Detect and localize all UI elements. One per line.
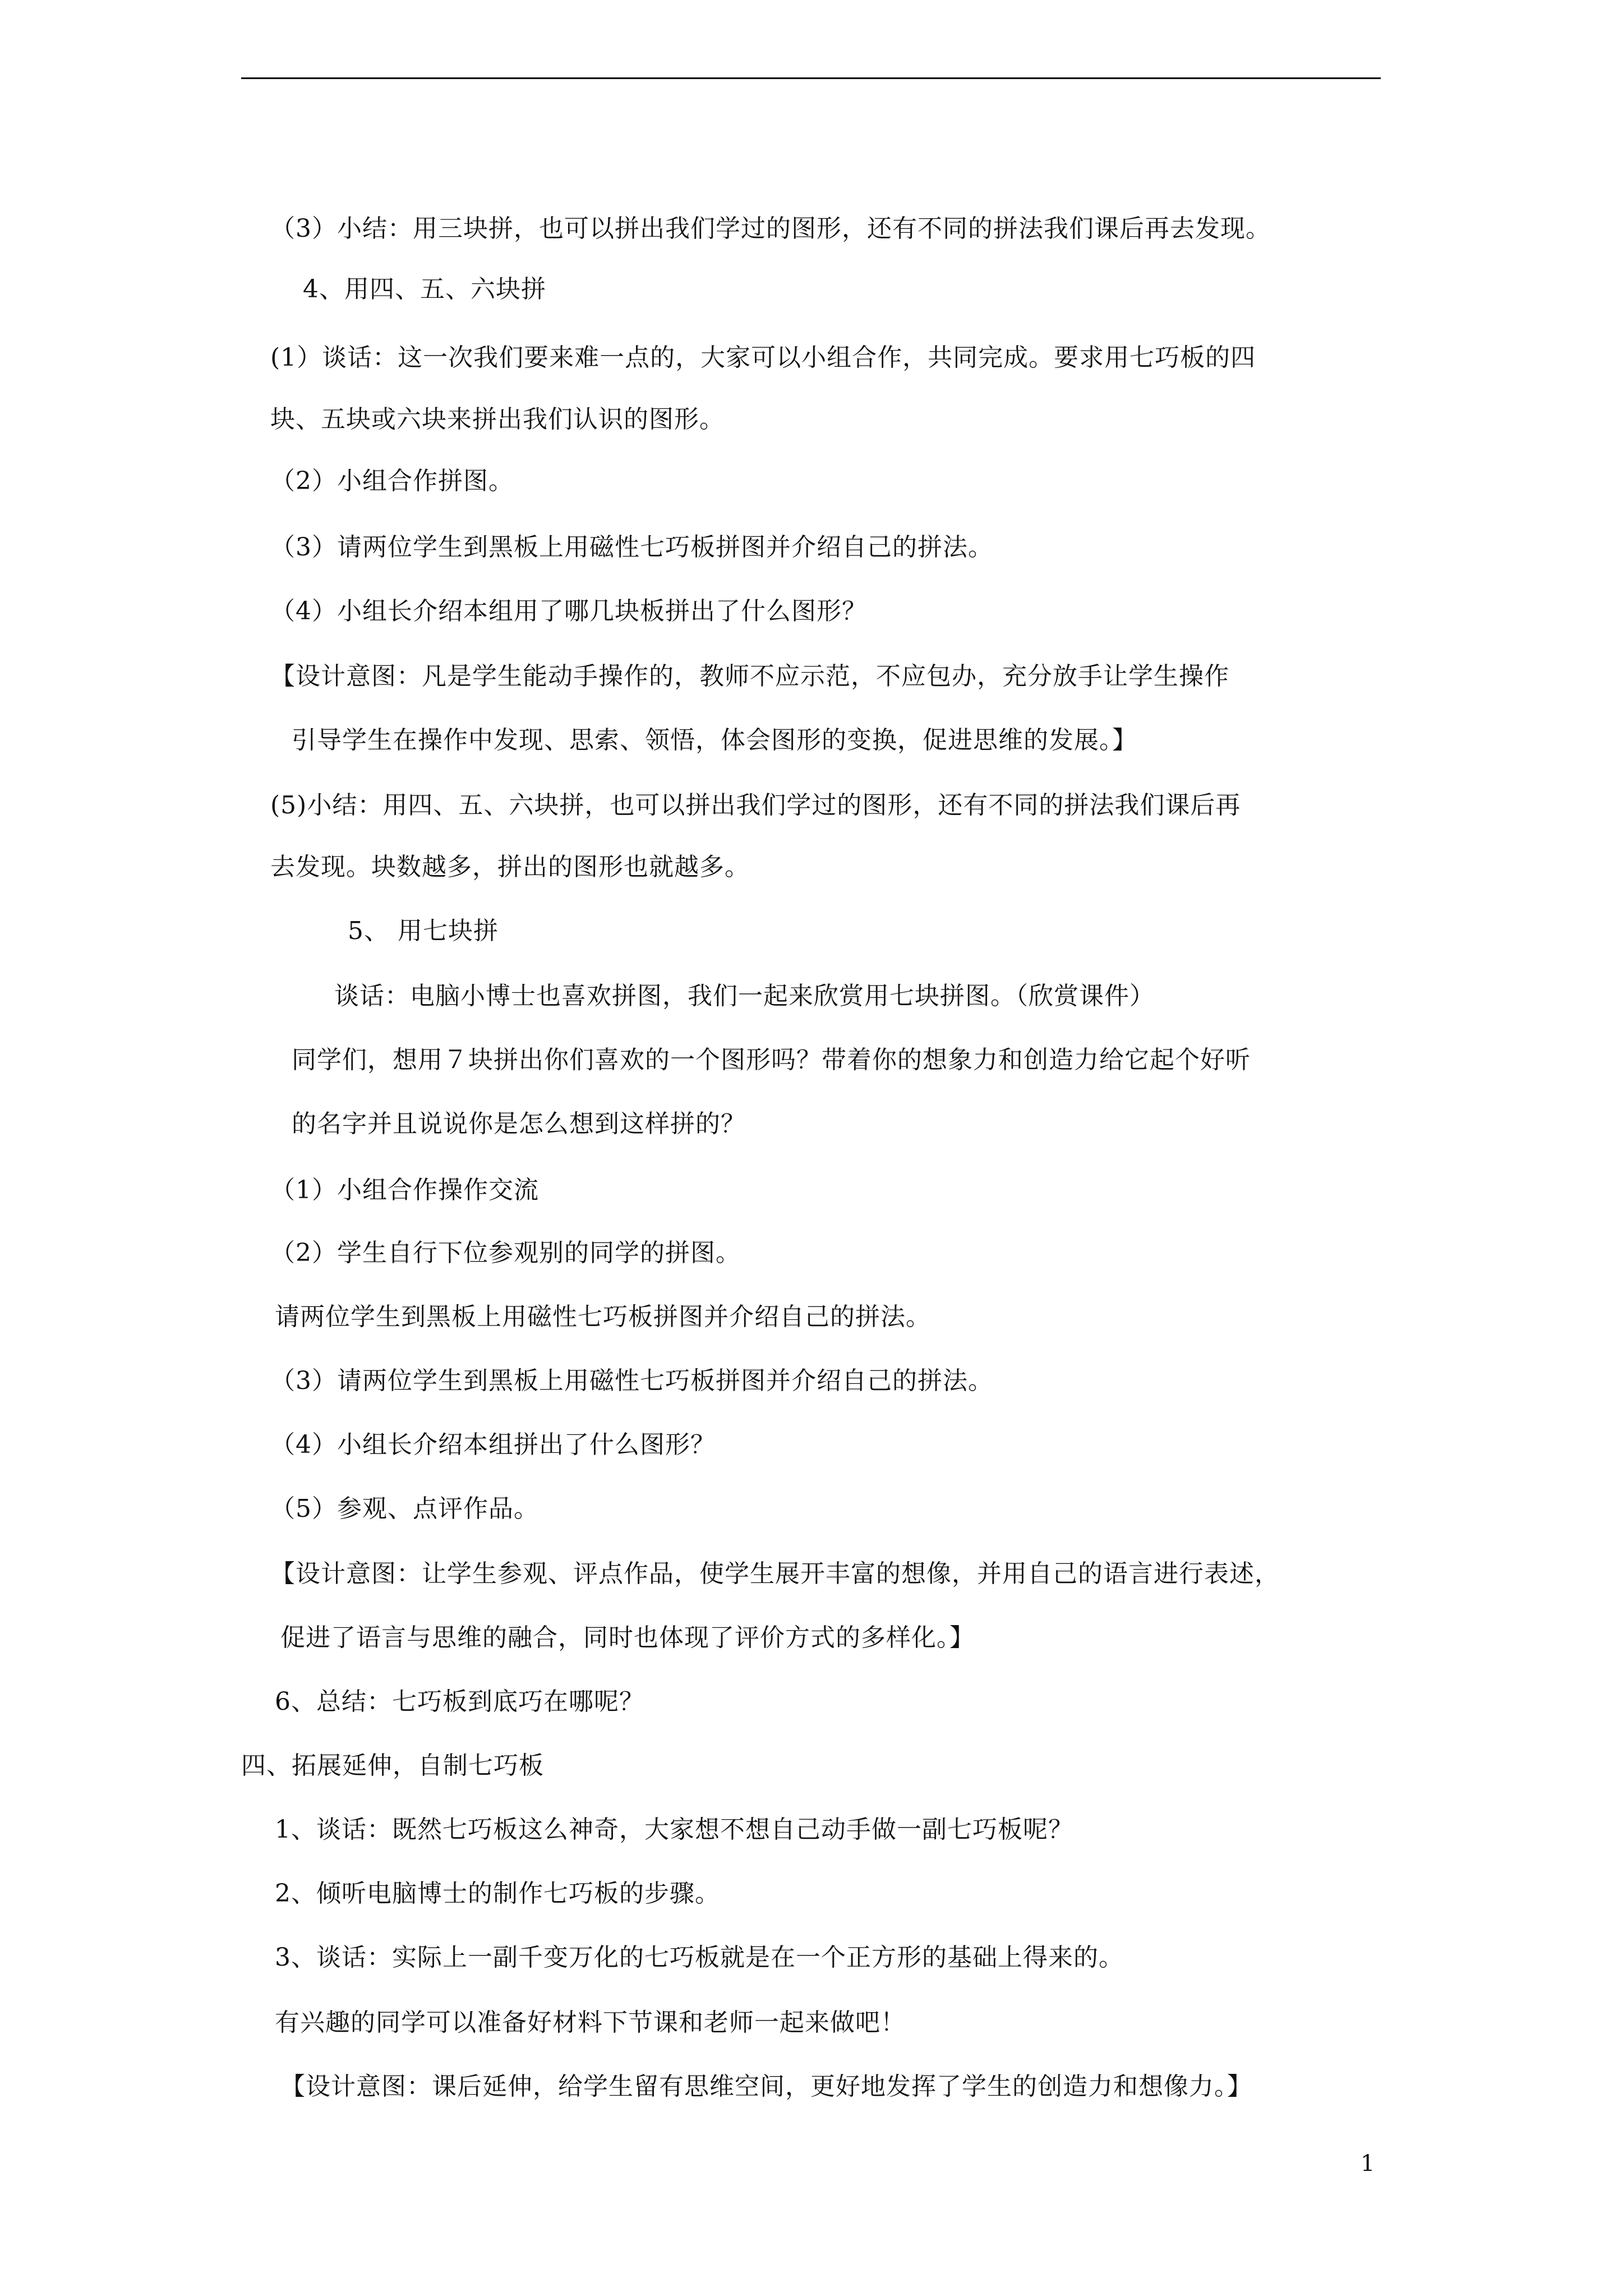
text-line: 【设计意图：课后延伸，给学生留有思维空间，更好地发挥了学生的创造力和想像力。】 [280, 2072, 1252, 2101]
text-line: 1、谈话：既然七巧板这么神奇，大家想不想自己动手做一副七巧板呢？ [275, 1815, 1073, 1844]
text-line: 同学们，想用７块拼出你们喜欢的一个图形吗？带着你的想象力和创造力给它起个好听 [292, 1046, 1251, 1074]
text-line: 2、倾听电脑博士的制作七巧板的步骤。 [275, 1879, 720, 1908]
text-line: 【设计意图：凡是学生能动手操作的，教师不应示范，不应包办，充分放手让学生操作 [270, 662, 1229, 691]
text-line: 引导学生在操作中发现、思索、领悟，体会图形的变换，促进思维的发展。】 [292, 726, 1137, 754]
text-line: （3）请两位学生到黑板上用磁性七巧板拼图并介绍自己的拼法。 [270, 1366, 993, 1395]
text-line: （2）小组合作拼图。 [270, 467, 514, 495]
text-line: 3、谈话：实际上一副千变万化的七巧板就是在一个正方形的基础上得来的。 [275, 1943, 1124, 1972]
text-line: 请两位学生到黑板上用磁性七巧板拼图并介绍自己的拼法。 [275, 1303, 931, 1331]
text-line: 5、 用七块拼 [348, 917, 499, 945]
text-line: (1）谈话：这一次我们要来难一点的，大家可以小组合作，共同完成。要求用七巧板的四 [270, 343, 1256, 372]
text-line: 去发现。块数越多，拼出的图形也就越多。 [270, 853, 750, 881]
text-line: （3）小结：用三块拼，也可以拼出我们学过的图形，还有不同的拼法我们课后再去发现。 [270, 214, 1271, 243]
page-number: 1 [1361, 2151, 1375, 2177]
text-line: 的名字并且说说你是怎么想到这样拼的？ [292, 1110, 746, 1138]
header-rule [241, 77, 1381, 79]
text-line: 【设计意图：让学生参观、评点作品，使学生展开丰富的想像，并用自己的语言进行表述， [270, 1559, 1280, 1588]
text-line: 促进了语言与思维的融合，同时也体现了评价方式的多样化。】 [280, 1623, 975, 1652]
text-line: 4、用四、五、六块拼 [303, 275, 546, 303]
text-line: 块、五块或六块来拼出我们认识的图形。 [270, 405, 725, 434]
text-line: 6、总结：七巧板到底巧在哪呢？ [275, 1687, 644, 1716]
text-line: （3）请两位学生到黑板上用磁性七巧板拼图并介绍自己的拼法。 [270, 533, 993, 562]
text-line: （1）小组合作操作交流 [270, 1176, 539, 1204]
text-line: （4）小组长介绍本组拼出了什么图形？ [270, 1430, 716, 1459]
text-line: （5）参观、点评作品。 [270, 1494, 539, 1523]
section-heading: 四、拓展延伸，自制七巧板 [241, 1751, 544, 1780]
text-line: 谈话：电脑小博士也喜欢拼图，我们一起来欣赏用七块拼图。（欣赏课件） [334, 982, 1155, 1010]
text-line: 有兴趣的同学可以准备好材料下节课和老师一起来做吧！ [275, 2008, 906, 2037]
text-line: （4）小组长介绍本组用了哪几块板拼出了什么图形？ [270, 597, 867, 625]
text-line: （2）学生自行下位参观别的同学的拼图。 [270, 1239, 741, 1267]
text-line: (5)小结：用四、五、六块拼，也可以拼出我们学过的图形，还有不同的拼法我们课后再 [270, 791, 1241, 820]
